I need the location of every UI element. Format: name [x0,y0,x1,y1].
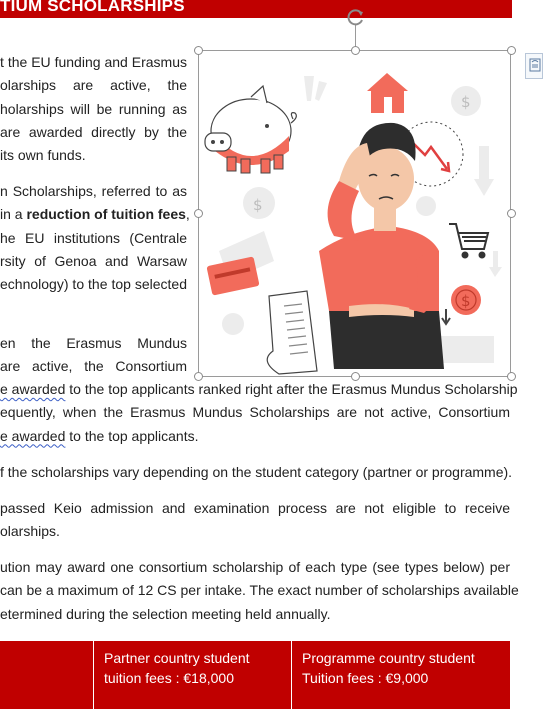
text-line [0,378,518,401]
resize-handle-top[interactable] [351,46,360,55]
selected-image[interactable] [198,50,511,377]
text-line: olarships. [0,523,60,540]
table-cell-line: Partner country student [104,650,250,666]
table-cell-partner [104,648,250,688]
text-line: equently, when the Erasmus Mundus Scholarships are not active, Consortium [0,404,510,421]
piggy-bank-icon [205,86,296,173]
layout-options-icon [526,54,542,78]
credit-card-icon [206,256,259,295]
svg-text:$: $ [461,93,471,111]
table-cell-line: Programme country student [302,650,475,666]
bold-text: reduction of tuition fees [26,206,186,223]
dollar-coin-icon [442,285,481,324]
text-line: en the Erasmus Mundus [0,335,187,351]
resize-handle-top-left[interactable] [194,46,203,55]
table-divider [93,641,94,709]
dollar-coin-icon [222,313,244,335]
text-line: ution may award one consortium scholarship of each type (see types below) per [0,559,510,575]
svg-text:$: $ [253,196,263,214]
section-header [0,0,512,18]
text-fragment: , [185,206,190,223]
paragraph-1 [0,51,187,167]
text-fragment: in a [0,206,27,223]
text-line: olarships are active, the [0,77,187,94]
paragraph-5 [0,497,510,544]
table-divider [291,641,292,709]
resize-handle-right[interactable] [507,209,516,218]
paragraph-6 [0,556,519,626]
text-line: holarships will be running as [0,100,187,117]
layout-options-button[interactable] [525,53,543,79]
paragraph-2 [0,180,190,296]
table-cell-programme [302,648,475,688]
paragraph-4 [0,461,513,484]
text-line: can be a maximum of 12 CS per intake. The exact number of scholarships available [0,582,519,599]
resize-handle-top-right[interactable] [507,46,516,55]
text-line: f the scholarships vary depending on the student category (partner or programme). [0,464,513,480]
text-line: t the EU funding and Erasmus [0,54,187,70]
resize-handle-bottom-right[interactable] [507,372,516,381]
table-cell-line: tuition fees : €18,000 [104,670,234,686]
text-line: are active, the Consortium [0,358,187,375]
text-line: etermined during the selection meeting held annually. [0,605,331,622]
resize-handle-bottom[interactable] [351,372,360,381]
rotate-handle-icon[interactable] [345,6,367,28]
text-line: passed Keio admission and examination process are not eligible to receive [0,500,510,516]
table-cell-line: Tuition fees : €9,000 [302,670,429,686]
text-line: echnology) to the top selected [0,276,187,293]
text-fragment: to the top applicants ranked right after the Erasmus Mundus Scholarship [65,381,518,397]
svg-text:$: $ [461,292,471,310]
text-line [0,425,510,448]
receipt-icon [267,291,317,374]
text-line: are awarded directly by the [0,123,187,140]
resize-handle-bottom-left[interactable] [194,372,203,381]
resize-handle-left[interactable] [194,209,203,218]
text-line [0,203,190,226]
spellcheck-text: e awarded [0,381,66,397]
stressed-man-illustration [199,51,510,376]
text-line: its own funds. [0,147,86,164]
text-line: n Scholarships, referred to as [0,183,187,199]
scholarship-fees-table [0,641,510,709]
spellcheck-text: e awarded [0,427,66,444]
paragraph-3-head [0,332,187,379]
shopping-cart-icon [449,224,488,258]
house-icon [367,73,408,113]
text-line: rsity of Genoa and Warsaw [0,252,187,269]
section-title: TIUM SCHOLARSHIPS [0,0,185,15]
text-fragment: to the top applicants. [65,427,199,444]
text-line: he EU institutions (Centrale [0,229,187,246]
paragraph-3-body [0,378,518,448]
